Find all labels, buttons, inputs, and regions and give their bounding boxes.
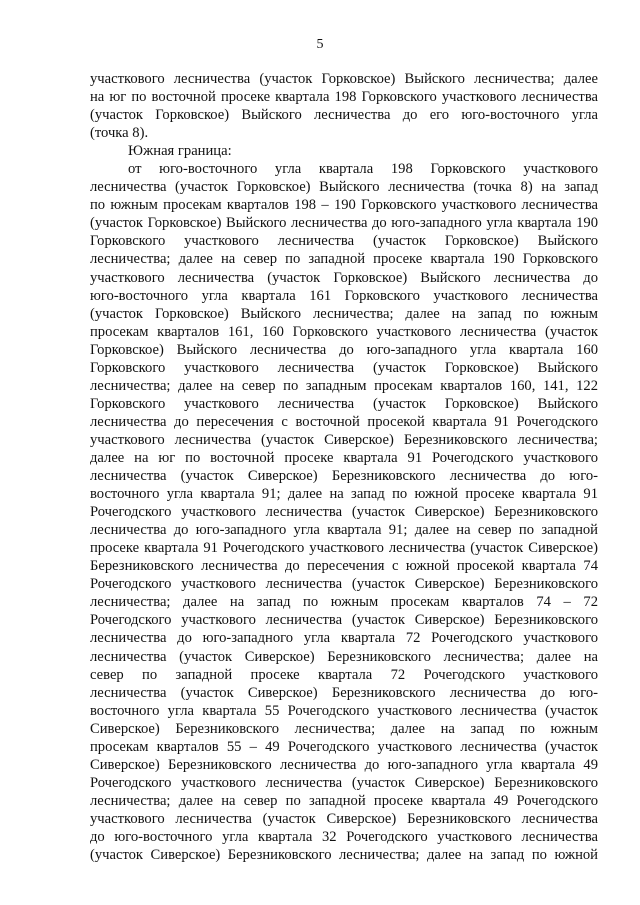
text-line: (участок Горковское) Выйского лесничества до юго-западного угла квартала 190 xyxy=(90,215,598,232)
text-line: лесничества; далее на север по западной просеке квартала 49 Рочегодского xyxy=(90,792,598,809)
text-line: Южная граница: xyxy=(128,143,232,160)
text-line: Рочегодского участкового лесничества (участок Сиверское) Березниковского xyxy=(90,612,598,629)
text-line: Горковского участкового лесничества (участок Горковское) Выйского xyxy=(90,233,598,250)
text-line: Березниковского лесничества до пересечения с южной просекой квартала 74 xyxy=(90,558,598,575)
text-line: Рочегодского участкового лесничества (участок Сиверское) Березниковского xyxy=(90,504,598,521)
text-line: лесничества; далее на запад по южным просекам кварталов 74 – 72 xyxy=(90,594,598,611)
text-line: восточного угла квартала 55 Рочегодского участкового лесничества (участок xyxy=(90,702,598,719)
text-line: Сиверское) Березниковского лесничества; далее на запад по южным xyxy=(90,720,598,737)
page-number: 5 xyxy=(316,37,324,52)
text-line: участкового лесничества (участок Сиверское) Березниковского лесничества xyxy=(90,810,598,827)
text-line: лесничества (участок Сиверское) Березниковского лесничества до юго- xyxy=(90,684,598,701)
text-line: просекам кварталов 55 – 49 Рочегодского участкового лесничества (участок xyxy=(90,738,598,755)
text-line: лесничества; далее на север по западной просеке квартала 190 Горковского xyxy=(90,251,598,268)
text-line: Сиверское) Березниковского лесничества до юго-западного угла квартала 49 xyxy=(90,756,598,773)
text-line: север по западной просеке квартала 72 Рочегодского участкового xyxy=(90,666,598,683)
text-line: участкового лесничества (участок Горковское) Выйского лесничества до xyxy=(90,269,598,286)
text-line: лесничества (участок Сиверское) Березниковского лесничества; далее на xyxy=(90,648,598,665)
text-line: до юго-восточного угла квартала 32 Рочегодского участкового лесничества xyxy=(90,828,598,845)
text-line: (точка 8). xyxy=(90,125,149,142)
text-line: лесничества; далее на север по западным просекам кварталов 160, 141, 122 xyxy=(90,377,598,394)
text-line: Рочегодского участкового лесничества (участок Сиверское) Березниковского xyxy=(90,774,598,791)
text-line: участкового лесничества (участок Сиверское) Березниковского лесничества; xyxy=(90,431,598,448)
text-line: (участок Горковское) Выйского лесничества; далее на запад по южным xyxy=(90,305,598,322)
text-line: лесничества до юго-западного угла квартала 72 Рочегодского участкового xyxy=(90,630,598,647)
text-line: просеке квартала 91 Рочегодского участкового лесничества (участок Сиверское) xyxy=(90,540,598,557)
text-line: лесничества до пересечения с восточной просекой квартала 91 Рочегодского xyxy=(90,413,598,430)
text-line: лесничества (участок Горковское) Выйского лесничества (точка 8) на запад xyxy=(90,179,598,196)
text-line: лесничества (участок Сиверское) Березниковского лесничества до юго- xyxy=(90,468,598,485)
text-line: Горковского участкового лесничества (участок Горковское) Выйского xyxy=(90,395,598,412)
text-line: Рочегодского участкового лесничества (участок Сиверское) Березниковского xyxy=(90,576,598,593)
text-line: юго-восточного угла квартала 161 Горковского участкового лесничества xyxy=(90,287,598,304)
text-line: восточного угла квартала 91; далее на запад по южной просеке квартала 91 xyxy=(90,486,598,503)
document-body xyxy=(90,70,598,864)
text-line: (участок Горковское) Выйского лесничества до его юго-восточного угла xyxy=(90,107,598,124)
text-line: просекам кварталов 161, 160 Горковского участкового лесничества (участок xyxy=(90,323,598,340)
text-line: лесничества до юго-западного угла квартала 91; далее на север по западной xyxy=(90,522,598,539)
text-line: от юго-восточного угла квартала 198 Горковского участкового xyxy=(128,161,598,178)
text-line: Горковское) Выйского лесничества до юго-западного угла квартала 160 xyxy=(90,341,598,358)
text-line: (участок Сиверское) Березниковского лесничества; далее на запад по южной xyxy=(90,847,598,864)
text-line: на юг по восточной просеке квартала 198 Горковского участкового лесничества xyxy=(90,89,598,106)
text-line: по южным просекам кварталов 198 – 190 Горковского участкового лесничества xyxy=(90,197,598,214)
text-line: Горковского участкового лесничества (участок Горковское) Выйского xyxy=(90,359,598,376)
text-line: далее на юг по восточной просеке квартала 91 Рочегодского участкового xyxy=(90,449,598,466)
text-line: участкового лесничества (участок Горковское) Выйского лесничества; далее xyxy=(90,71,598,87)
